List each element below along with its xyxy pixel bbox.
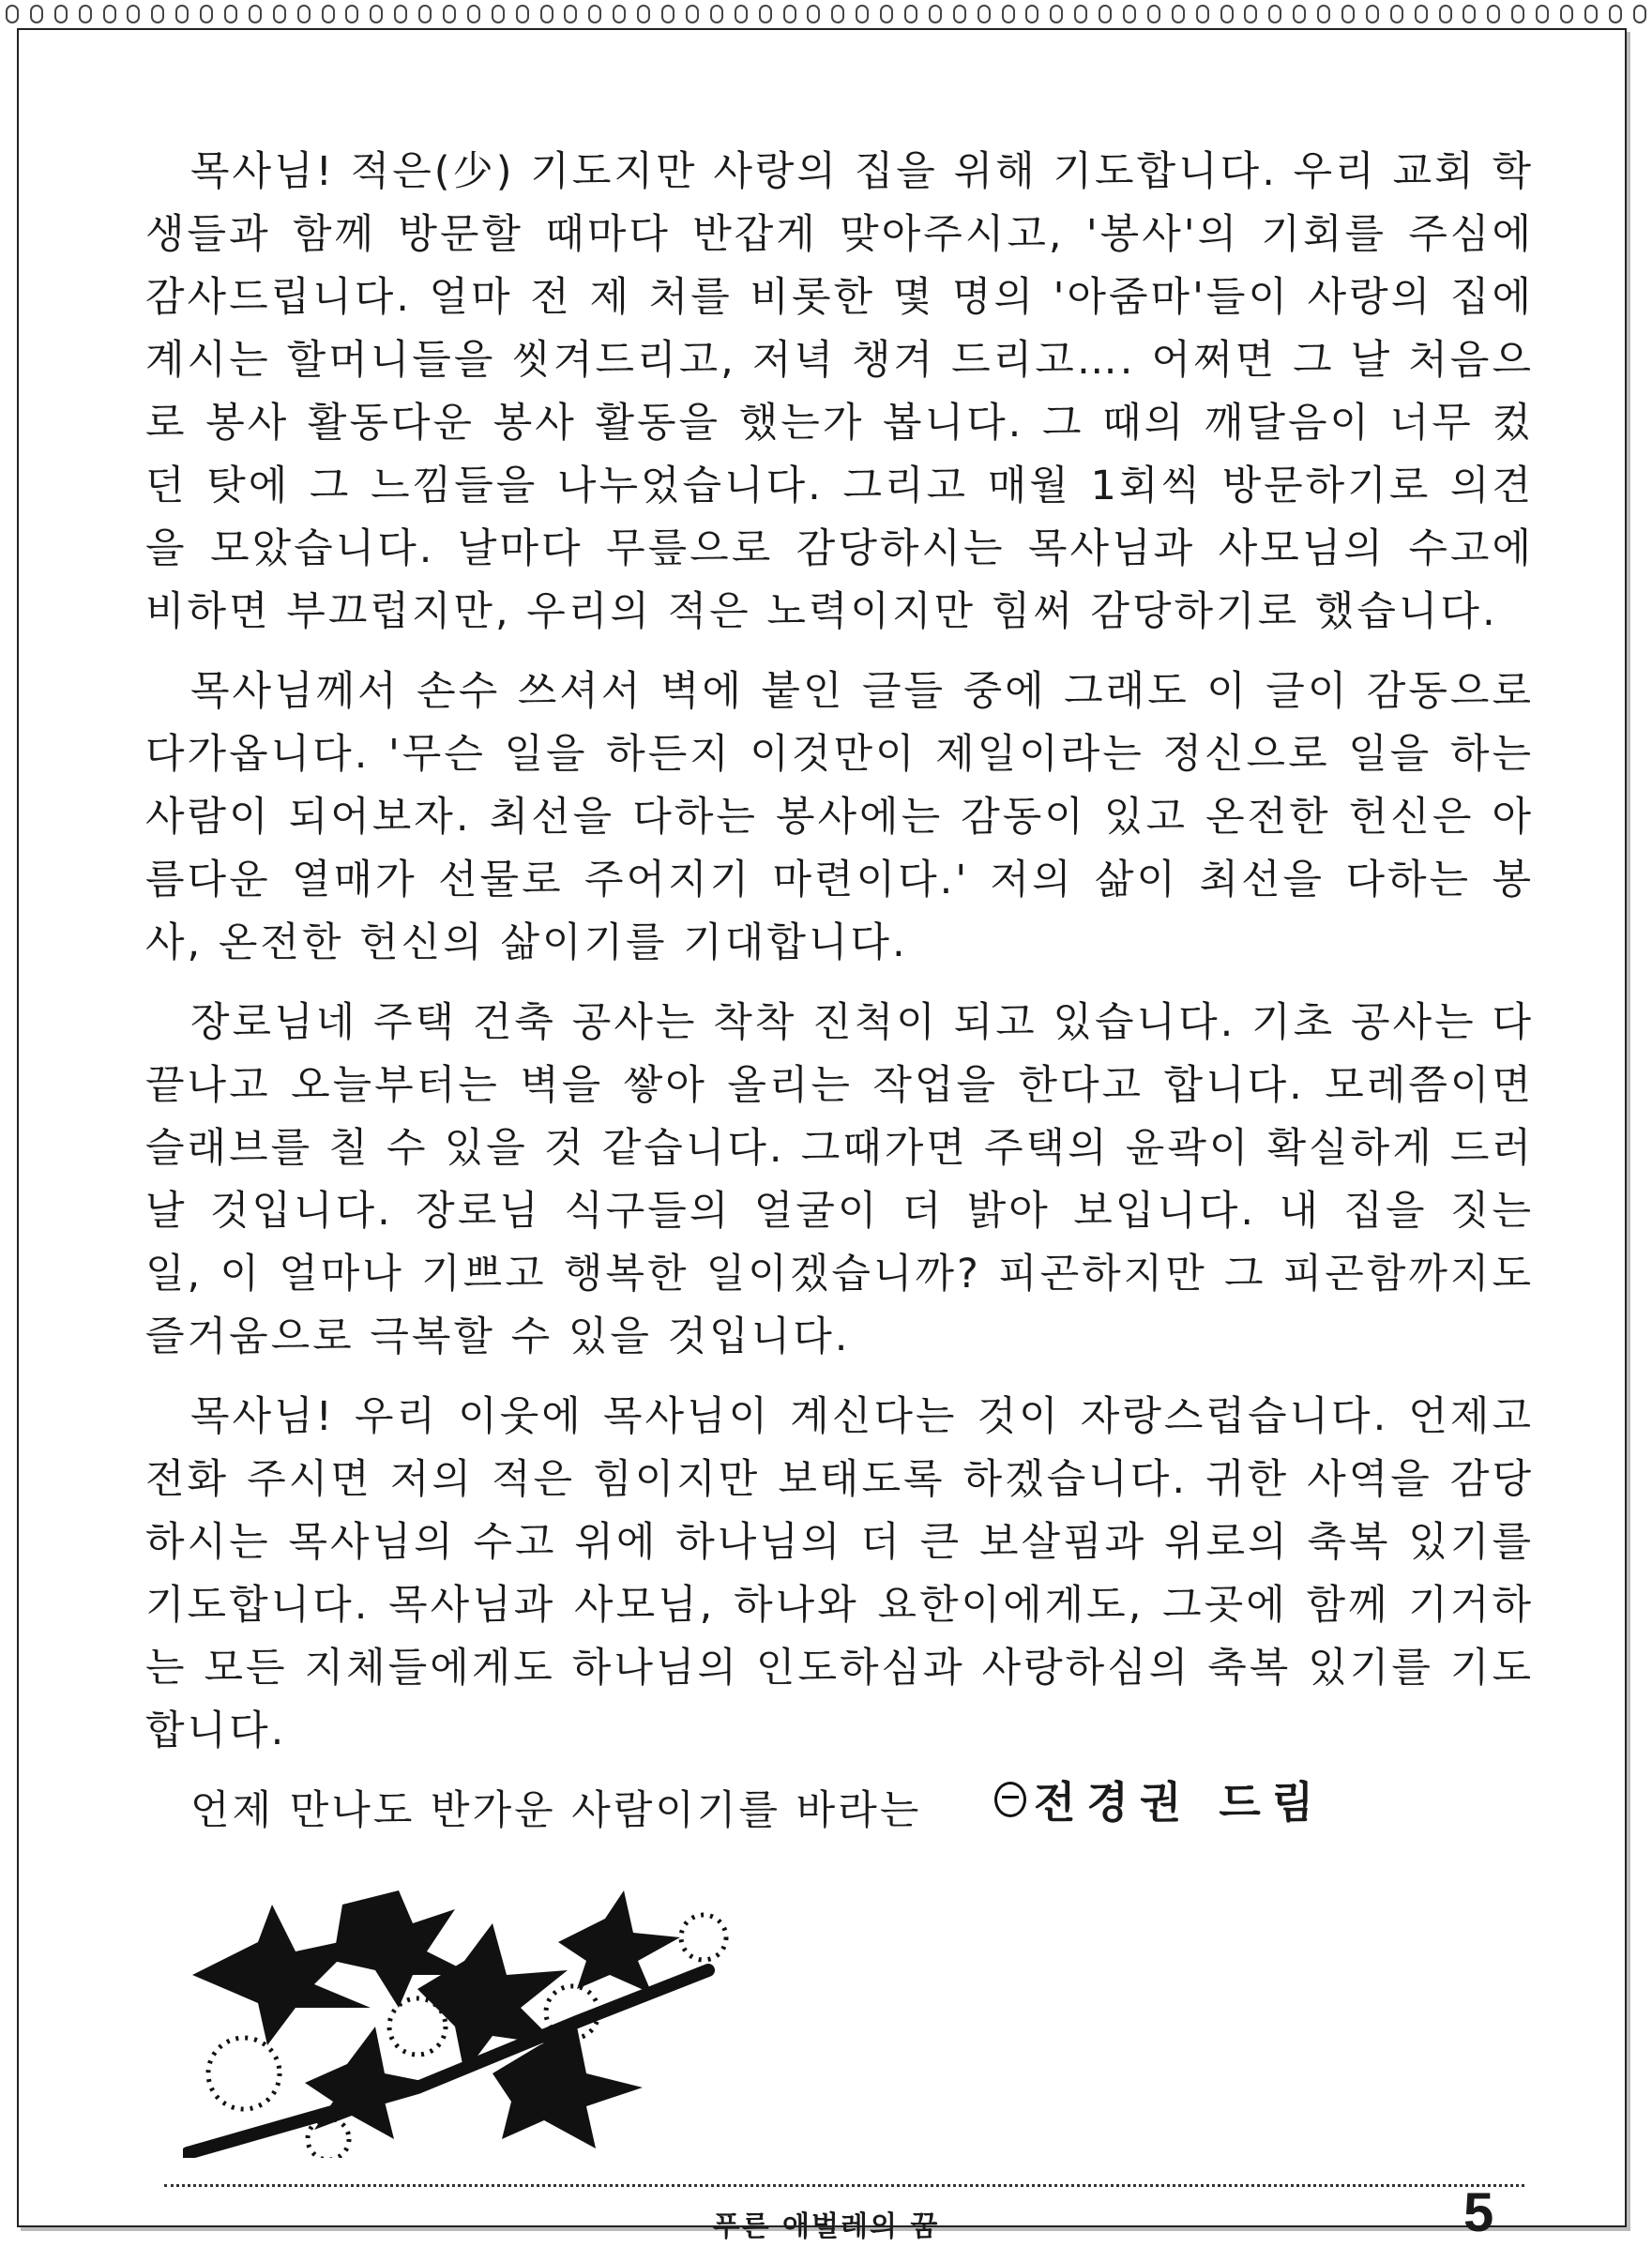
binding-ring [880,5,893,23]
binding-ring [735,5,748,23]
binding-ring [1609,5,1622,23]
letter-body [145,141,1534,1843]
binding-ring [200,5,213,23]
paragraph-4: 목사님! 우리 이웃에 목사님이 계신다는 것이 자랑스럽습니다. 언제고 전화 주시면 저의 적은 힘이지만 보태도록 하겠습니다. 귀한 사역을 감당하시는 목사님의 수고 위에 하나님의 더 큰 보살핌과 위로의 축복 있기를 기도합니다. 목사님과 사모님, 하나와 요한이에게도, 그곳에 함께 기거하는 모든 지체들에게도 하나님의 인도하심과 사랑하심의 축복 있기를 기도합니다. [145,1393,1534,1754]
binding-ring [783,5,796,23]
binding-ring [1050,5,1063,23]
binding-ring [322,5,335,23]
binding-ring [613,5,626,23]
binding-ring [637,5,650,23]
binding-ring [224,5,237,23]
binding-ring [175,5,189,23]
binding-ring [1099,5,1112,23]
footer-title: 푸른 애벌레의 꿈 [712,2210,940,2243]
binding-ring [273,5,286,23]
binding-ring [1196,5,1209,23]
binding-ring [759,5,772,23]
binding-ring [856,5,869,23]
binding-ring [1487,5,1500,23]
binding-ring [492,5,505,23]
binding-ring [1147,5,1160,23]
binding-ring [564,5,577,23]
binding-ring [1463,5,1476,23]
binding-ring [370,5,383,23]
binding-ring [1439,5,1452,23]
binding-ring [1633,5,1646,23]
binding-ring [467,5,480,23]
binding-ring [79,5,92,23]
page-number: 5 [1463,2182,1494,2243]
spiral-binding [0,0,1652,28]
binding-ring [1511,5,1524,23]
binding-ring [1317,5,1330,23]
binding-ring [686,5,699,23]
binding-ring [418,5,432,23]
binding-ring [127,5,140,23]
binding-ring [1415,5,1428,23]
binding-ring [710,5,723,23]
binding-ring [1268,5,1281,23]
binding-ring [807,5,820,23]
binding-ring [904,5,917,23]
paragraph-2: 목사님께서 손수 쓰셔서 벽에 붙인 글들 중에 그래도 이 글이 감동으로 다가옵니다. '무슨 일을 하든지 이것만이 제일이라는 정신으로 일을 하는 사람이 되어보자. 최선을 다하는 봉사에는 감동이 있고 온전한 헌신은 아름다운 열매가 선물로 주어지기 마련이다.' 저의 삶이 최선을 다하는 봉사, 온전한 헌신의 삶이기를 기대합니다. [145,668,1534,966]
binding-ring [297,5,311,23]
binding-ring [1560,5,1573,23]
binding-ring [54,5,68,23]
binding-ring [540,5,553,23]
binding-ring [588,5,601,23]
binding-ring [1074,5,1087,23]
binding-ring [103,5,116,23]
binding-ring [1293,5,1306,23]
paragraph-3: 장로님네 주택 건축 공사는 착착 진척이 되고 있습니다. 기초 공사는 다 끝나고 오늘부터는 벽을 쌓아 올리는 작업을 한다고 합니다. 모레쯤이면 슬래브를 칠 수 있을 것 같습니다. 그때가면 주택의 윤곽이 확실하게 드러날 것입니다. 장로님 식구들의 얼굴이 더 밝아 보입니다. 내 집을 짓는 일, 이 얼마나 기쁘고 행복한 일이겠습니까? 피곤하지만 그 피곤함까지도 즐거움으로 극복할 수 있을 것입니다. [145,999,1534,1360]
closing-line: 언제 만나도 반가운 사람이기를 바라는 [190,1787,922,1834]
binding-ring [1584,5,1598,23]
binding-ring [661,5,674,23]
binding-ring [1172,5,1185,23]
binding-ring [1536,5,1549,23]
binding-ring [516,5,529,23]
signature-text: 전경권 드림 [1034,1777,1326,1828]
footer-divider [164,2184,1524,2187]
binding-ring [249,5,262,23]
binding-ring [6,5,19,23]
binding-ring [1244,5,1257,23]
binding-ring [1341,5,1355,23]
paragraph-1: 목사님! 적은(少) 기도지만 사랑의 집을 위해 기도합니다. 우리 교회 학생들과 함께 방문할 때마다 반갑게 맞아주시고, '봉사'의 기회를 주심에 감사드립니다. 얼마 전 제 처를 비롯한 몇 명의 '아줌마'들이 사랑의 집에 계시는 할머니들을 씻겨드리고, 저녁 챙겨 드리고…. 어쩌면 그 날 처음으로 봉사 활동다운 봉사 활동을 했는가 봅니다. 그 때의 깨달음이 너무 컸던 탓에 그 느낌들을 나누었습니다. 그리고 매월 1회씩 방문하기로 의견을 모았습니다. 날마다 무릎으로 감당하시는 목사님과 사모님의 수고에 비하면 부끄럽지만, 우리의 적은 노력이지만 힘써 감당하기로 했습니다. [145,148,1534,635]
binding-ring [345,5,358,23]
binding-ring [1366,5,1379,23]
binding-ring [30,5,43,23]
binding-ring [1390,5,1403,23]
signature [994,1769,1325,1830]
binding-ring [978,5,991,23]
binding-ring [1220,5,1234,23]
face-icon [994,1782,1026,1817]
binding-ring [929,5,942,23]
binding-ring [953,5,966,23]
binding-ring [394,5,407,23]
binding-ring [831,5,844,23]
binding-ring [1123,5,1136,23]
binding-ring [1002,5,1015,23]
binding-ring [443,5,456,23]
binding-ring [151,5,164,23]
maple-leaf-illustration [183,1886,765,2158]
binding-ring [1025,5,1038,23]
